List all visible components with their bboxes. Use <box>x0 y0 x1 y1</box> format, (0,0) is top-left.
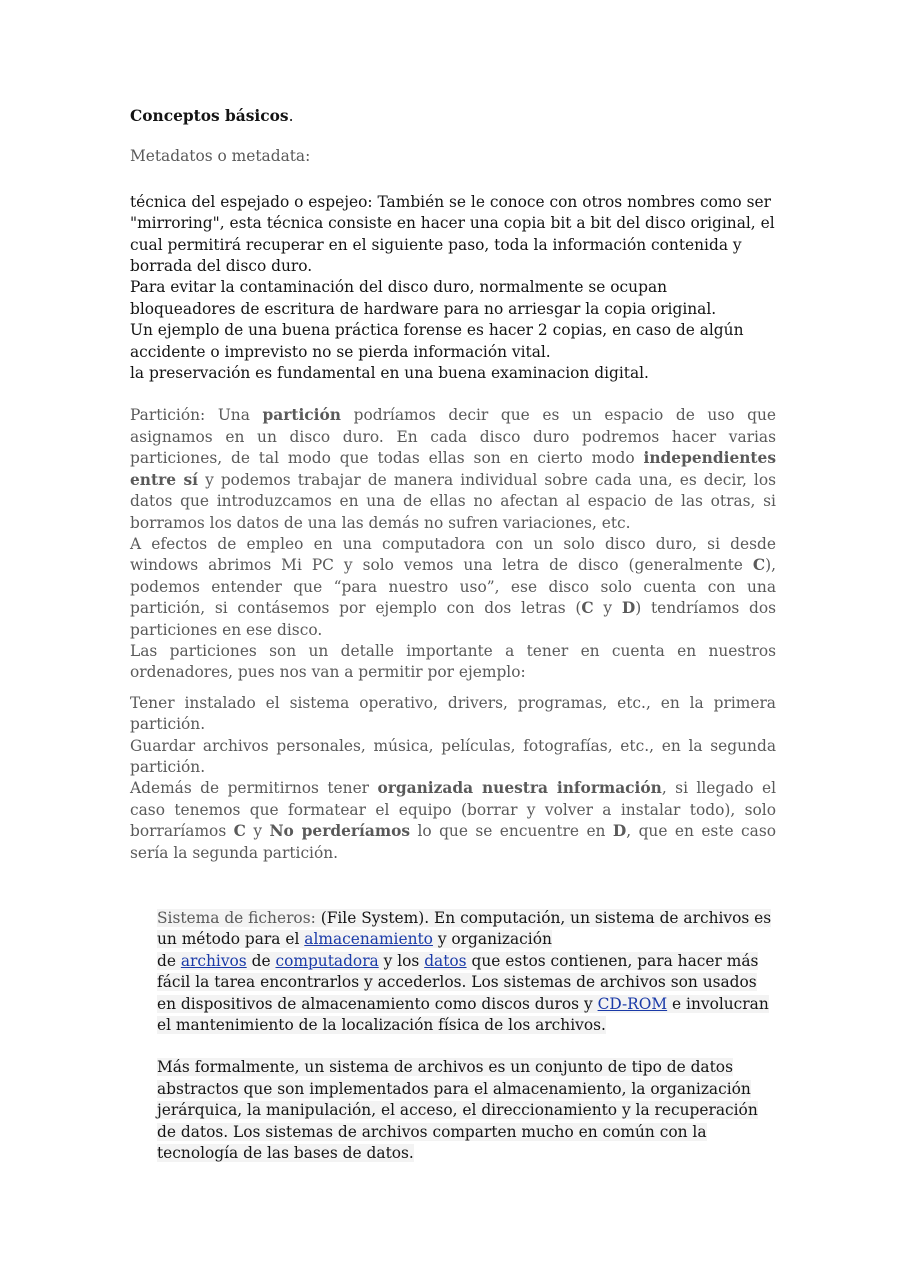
metadata-heading: Metadatos o metadata: <box>130 147 311 166</box>
text-run: ), podemos entender que “para nuestro uso”, ese disco solo cuenta con una partición, si contásemos por ejemplo con dos letras ( <box>130 556 776 618</box>
espejo-paragraph-2: Para evitar la contaminación del disco duro, normalmente se ocupan bloqueadores de escritura de hardware para no arriesgar la copia original. <box>130 278 717 318</box>
text-run: de <box>157 951 181 970</box>
title-bold: Conceptos básicos <box>130 107 289 125</box>
text-run: Partición: Una <box>130 406 263 425</box>
bold-run: organizada nuestra información <box>377 779 662 798</box>
text-run: (File System). En computación, un sistema de archivos es un método para el <box>157 909 772 949</box>
text-run: podríamos decir que es un espacio de uso que asignamos en un disco duro. En cada disco duro podremos hacer varias particiones, de tal modo que todas ellas son en cierto modo <box>130 406 776 468</box>
link-archivos[interactable]: archivos <box>180 951 247 970</box>
particion-paragraph-4: Tener instalado el sistema operativo, drivers, programas, etc., en la primera partición. <box>130 693 776 734</box>
bold-run: partición <box>262 406 341 425</box>
text-run: Además de permitirnos tener <box>130 779 378 798</box>
title-period: . <box>288 107 294 125</box>
text-run: A efectos de empleo en una computadora con un solo disco duro, si desde windows abrimos Mi PC y solo vemos una letra de disco (generalmente <box>130 534 776 575</box>
particion-uses-section <box>130 693 776 864</box>
text-run: y organización <box>432 930 552 949</box>
text-run: y <box>245 822 270 841</box>
link-cd-rom[interactable]: CD-ROM <box>597 994 668 1013</box>
text-run: Más formalmente, un sistema de archivos es un conjunto de tipo de datos abstractos que son implementados para el almacenamiento, la organización jerárquica, la manipulación, el acceso, el direccionamiento y la recuperación de datos. Los sistemas de archivos comparten mucho en común con la tecnología de las bases de datos. <box>157 1058 758 1163</box>
sistema-ficheros-section <box>157 908 777 1164</box>
particion-paragraph-5: Guardar archivos personales, música, películas, fotografías, etc., en la segunda partición. <box>130 736 776 776</box>
bold-run: independientes entre sí <box>130 449 776 489</box>
sistema-paragraph-1 <box>157 908 777 1036</box>
particion-section <box>130 405 776 683</box>
text-run: de <box>246 951 276 970</box>
sistema-paragraph-2 <box>157 1057 777 1164</box>
particion-paragraph-1 <box>130 405 776 533</box>
espejo-paragraph-3: Un ejemplo de una buena práctica forense es hacer 2 copias, en caso de algún accidente o imprevisto no se pierda información vital. <box>130 321 744 361</box>
bold-run: C <box>581 599 594 618</box>
espejo-paragraph-1: técnica del espejado o espejeo: También se le conoce con otros nombres como ser "mirroring", esta técnica consiste en hacer una copia bit a bit del disco original, el cual permitirá recuperar en el siguiente paso, toda la información contenida y borrada del disco duro. <box>130 192 775 276</box>
text-run: , si llegado el caso tenemos que formatear el equipo (borrar y volver a instalar todo), solo borraríamos <box>130 779 776 841</box>
text-run: y podemos trabajar de manera individual sobre cada una, es decir, los datos que introduzcamos en una de ellas no afectan al espacio de las otras, si borramos los datos de una las demás no sufren variaciones, etc. <box>130 470 776 532</box>
bold-run: D <box>612 822 627 841</box>
text-run: y los <box>378 951 425 970</box>
text-run: , que en este caso sería la segunda partición. <box>130 822 776 862</box>
sistema-label: Sistema de ficheros: <box>157 909 321 927</box>
bold-run: C <box>233 822 246 841</box>
bold-run: D <box>621 599 636 618</box>
espejo-section <box>130 192 776 385</box>
document-body <box>130 106 776 864</box>
text-run: lo que se encuentre en <box>410 822 613 841</box>
bold-run: No perderíamos <box>269 822 411 841</box>
text-run: y <box>593 599 622 618</box>
text-run: ) tendríamos dos particiones en ese disco. <box>130 599 777 639</box>
particion-paragraph-3: Las particiones son un detalle importante a tener en cuenta en nuestros ordenadores, pues nos van a permitir por ejemplo: <box>130 641 776 682</box>
link-datos[interactable]: datos <box>424 951 467 970</box>
link-computadora[interactable]: computadora <box>275 951 379 970</box>
particion-paragraph-2 <box>130 534 776 641</box>
text-run: que estos contienen, para hacer más fácil la tarea encontrarlos y accederlos. Los sistemas de archivos son usados en dispositivos de almacenamiento como discos duros y <box>157 951 759 1013</box>
link-almacenamiento[interactable]: almacenamiento <box>304 930 433 949</box>
particion-paragraph-6 <box>130 778 776 864</box>
page-title <box>130 106 776 127</box>
bold-run: C <box>752 556 766 575</box>
text-run: e involucran el mantenimiento de la localización física de los archivos. <box>157 994 769 1035</box>
espejo-paragraph-4: la preservación es fundamental en una buena examinacion digital. <box>130 364 649 383</box>
